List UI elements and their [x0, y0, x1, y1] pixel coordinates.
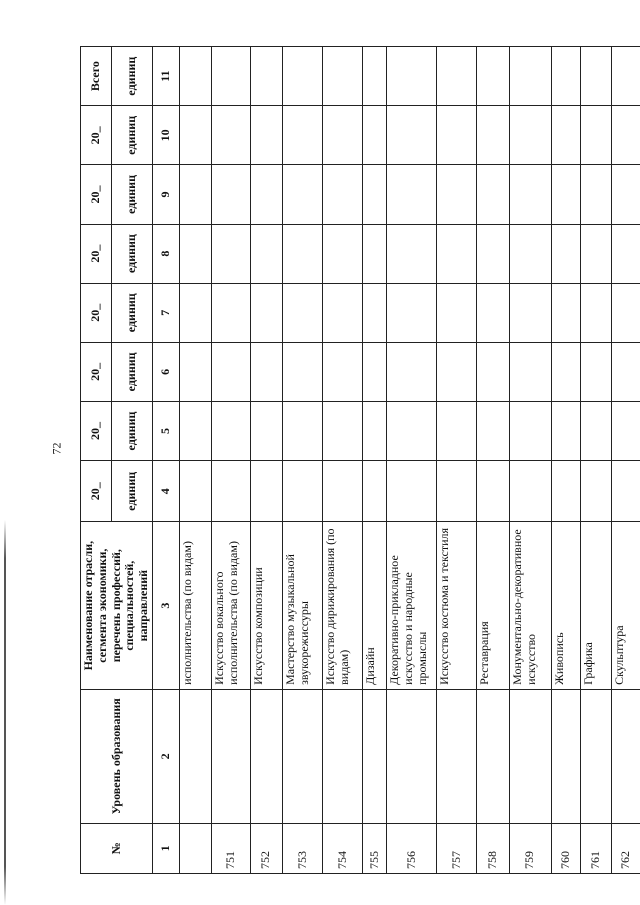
table-row — [362, 47, 386, 874]
header-year-7: 20_ — [81, 106, 112, 165]
data-cell — [211, 106, 250, 165]
data-cell — [509, 47, 551, 106]
data-cell — [551, 283, 580, 342]
data-cell — [611, 342, 640, 401]
data-cell — [551, 47, 580, 106]
data-cell — [581, 283, 611, 342]
data-cell — [250, 165, 283, 224]
data-cell — [437, 224, 477, 283]
data-cell — [386, 461, 436, 522]
data-cell — [437, 47, 477, 106]
header-total: Всего — [81, 47, 112, 106]
row-name: Скульптура — [611, 522, 640, 689]
rotated-table-container — [80, 46, 635, 874]
data-cell — [386, 401, 436, 460]
row-name: Дизайн — [362, 522, 386, 689]
data-cell — [611, 106, 640, 165]
header-row-years — [81, 47, 112, 874]
col-index: 11 — [152, 47, 179, 106]
data-cell — [180, 106, 211, 165]
data-cell — [180, 224, 211, 283]
row-name: Искусство дирижирования (по видам) — [322, 522, 362, 689]
row-level — [250, 689, 283, 823]
header-year-1: 20_ — [81, 461, 112, 522]
header-level: Уровень образования — [81, 689, 153, 823]
data-cell — [283, 165, 323, 224]
row-name: Графика — [581, 522, 611, 689]
unit-cell: единиц — [111, 165, 152, 224]
data-cell — [283, 47, 323, 106]
data-cell — [581, 165, 611, 224]
row-name: Монументально-декоративное искусство — [509, 522, 551, 689]
data-cell — [180, 165, 211, 224]
data-cell — [322, 165, 362, 224]
row-number — [180, 823, 211, 873]
unit-cell: единиц — [111, 401, 152, 460]
data-cell — [477, 461, 510, 522]
data-cell — [386, 165, 436, 224]
data-cell — [386, 106, 436, 165]
row-number: 753 — [283, 823, 323, 873]
col-index: 5 — [152, 401, 179, 460]
row-name: Искусство композиции — [250, 522, 283, 689]
header-year-4: 20_ — [81, 283, 112, 342]
data-cell — [211, 224, 250, 283]
table-row — [551, 47, 580, 874]
data-cell — [509, 224, 551, 283]
table-row — [250, 47, 283, 874]
data-cell — [362, 165, 386, 224]
data-cell — [477, 401, 510, 460]
row-name: Декоративно-прикладное искусство и народные промыслы — [386, 522, 436, 689]
header-num: № — [81, 823, 153, 873]
data-cell — [551, 106, 580, 165]
table-row — [283, 47, 323, 874]
data-cell — [509, 401, 551, 460]
row-number: 760 — [551, 823, 580, 873]
table-row — [509, 47, 551, 874]
data-cell — [362, 401, 386, 460]
row-level — [386, 689, 436, 823]
data-cell — [437, 461, 477, 522]
row-number: 752 — [250, 823, 283, 873]
row-number: 762 — [611, 823, 640, 873]
data-cell — [437, 342, 477, 401]
row-name: Мастерство музыкальной звукорежиссуры — [283, 522, 323, 689]
row-level — [362, 689, 386, 823]
data-cell — [283, 283, 323, 342]
data-cell — [551, 401, 580, 460]
data-cell — [211, 342, 250, 401]
row-level — [211, 689, 250, 823]
data-cell — [250, 224, 283, 283]
data-cell — [250, 342, 283, 401]
row-name: Искусство костюма и текстиля — [437, 522, 477, 689]
data-cell — [386, 224, 436, 283]
data-cell — [551, 224, 580, 283]
data-cell — [322, 342, 362, 401]
row-level — [551, 689, 580, 823]
education-table — [80, 46, 640, 874]
row-level — [283, 689, 323, 823]
table-row — [180, 47, 211, 874]
data-cell — [437, 165, 477, 224]
data-cell — [611, 47, 640, 106]
data-cell — [551, 165, 580, 224]
data-cell — [611, 401, 640, 460]
data-cell — [211, 401, 250, 460]
header-name: Наименование отрасли, сегмента экономики, перечень профессий, специальностей, направлений — [81, 522, 153, 689]
row-name: Искусство вокального исполнительства (по видам) — [211, 522, 250, 689]
data-cell — [322, 106, 362, 165]
data-cell — [250, 461, 283, 522]
col-index: 6 — [152, 342, 179, 401]
unit-cell: единиц — [111, 106, 152, 165]
row-name: Реставрация — [477, 522, 510, 689]
data-cell — [211, 165, 250, 224]
unit-cell: единиц — [111, 461, 152, 522]
unit-cell: единиц — [111, 283, 152, 342]
table-row — [211, 47, 250, 874]
data-cell — [250, 401, 283, 460]
data-cell — [362, 461, 386, 522]
data-cell — [283, 106, 323, 165]
data-cell — [211, 47, 250, 106]
data-cell — [437, 106, 477, 165]
data-cell — [250, 283, 283, 342]
data-cell — [362, 283, 386, 342]
row-number: 758 — [477, 823, 510, 873]
data-cell — [437, 283, 477, 342]
data-cell — [477, 165, 510, 224]
row-name: исполнительства (по видам) — [180, 522, 211, 689]
data-cell — [611, 224, 640, 283]
row-name: Живопись — [551, 522, 580, 689]
data-cell — [283, 461, 323, 522]
data-cell — [611, 283, 640, 342]
row-level — [581, 689, 611, 823]
data-cell — [581, 106, 611, 165]
data-cell — [581, 461, 611, 522]
data-cell — [477, 106, 510, 165]
row-number: 756 — [386, 823, 436, 873]
header-year-5: 20_ — [81, 224, 112, 283]
row-level — [477, 689, 510, 823]
data-cell — [551, 342, 580, 401]
data-cell — [180, 342, 211, 401]
table-row — [322, 47, 362, 874]
table-row — [611, 47, 640, 874]
row-number: 759 — [509, 823, 551, 873]
data-cell — [551, 461, 580, 522]
data-cell — [509, 165, 551, 224]
data-cell — [509, 461, 551, 522]
data-cell — [611, 461, 640, 522]
row-level — [180, 689, 211, 823]
row-number: 757 — [437, 823, 477, 873]
data-cell — [509, 283, 551, 342]
data-cell — [362, 342, 386, 401]
data-cell — [581, 224, 611, 283]
data-cell — [322, 461, 362, 522]
data-cell — [362, 47, 386, 106]
data-cell — [477, 283, 510, 342]
row-number: 761 — [581, 823, 611, 873]
header-year-3: 20_ — [81, 342, 112, 401]
data-cell — [180, 401, 211, 460]
data-cell — [283, 342, 323, 401]
col-index: 8 — [152, 224, 179, 283]
data-cell — [283, 224, 323, 283]
data-cell — [322, 47, 362, 106]
header-year-2: 20_ — [81, 401, 112, 460]
col-index: 1 — [152, 823, 179, 873]
unit-cell: единиц — [111, 342, 152, 401]
col-index: 3 — [152, 522, 179, 689]
scan-edge-shadow — [4, 520, 6, 905]
data-cell — [250, 47, 283, 106]
page-number: 72 — [49, 442, 64, 455]
col-index: 10 — [152, 106, 179, 165]
data-cell — [477, 47, 510, 106]
table-row — [581, 47, 611, 874]
row-level — [437, 689, 477, 823]
data-cell — [362, 106, 386, 165]
data-cell — [386, 342, 436, 401]
table-row — [386, 47, 436, 874]
data-cell — [509, 106, 551, 165]
table-row — [437, 47, 477, 874]
data-cell — [509, 342, 551, 401]
data-cell — [362, 224, 386, 283]
data-cell — [322, 224, 362, 283]
data-cell — [322, 401, 362, 460]
data-cell — [283, 401, 323, 460]
data-cell — [180, 461, 211, 522]
row-level — [509, 689, 551, 823]
data-cell — [180, 47, 211, 106]
data-cell — [611, 165, 640, 224]
row-number: 754 — [322, 823, 362, 873]
column-index-row — [152, 47, 179, 874]
row-level — [611, 689, 640, 823]
header-year-6: 20_ — [81, 165, 112, 224]
data-cell — [180, 283, 211, 342]
data-cell — [386, 283, 436, 342]
data-cell — [211, 283, 250, 342]
data-cell — [477, 342, 510, 401]
data-cell — [322, 283, 362, 342]
data-cell — [581, 401, 611, 460]
col-index: 2 — [152, 689, 179, 823]
unit-cell: единиц — [111, 224, 152, 283]
unit-cell: единиц — [111, 47, 152, 106]
data-cell — [250, 106, 283, 165]
data-cell — [211, 461, 250, 522]
data-cell — [477, 224, 510, 283]
row-number: 751 — [211, 823, 250, 873]
data-cell — [386, 47, 436, 106]
table-row — [477, 47, 510, 874]
row-number: 755 — [362, 823, 386, 873]
data-cell — [437, 401, 477, 460]
row-level — [322, 689, 362, 823]
col-index: 9 — [152, 165, 179, 224]
data-cell — [581, 47, 611, 106]
data-cell — [581, 342, 611, 401]
col-index: 7 — [152, 283, 179, 342]
col-index: 4 — [152, 461, 179, 522]
